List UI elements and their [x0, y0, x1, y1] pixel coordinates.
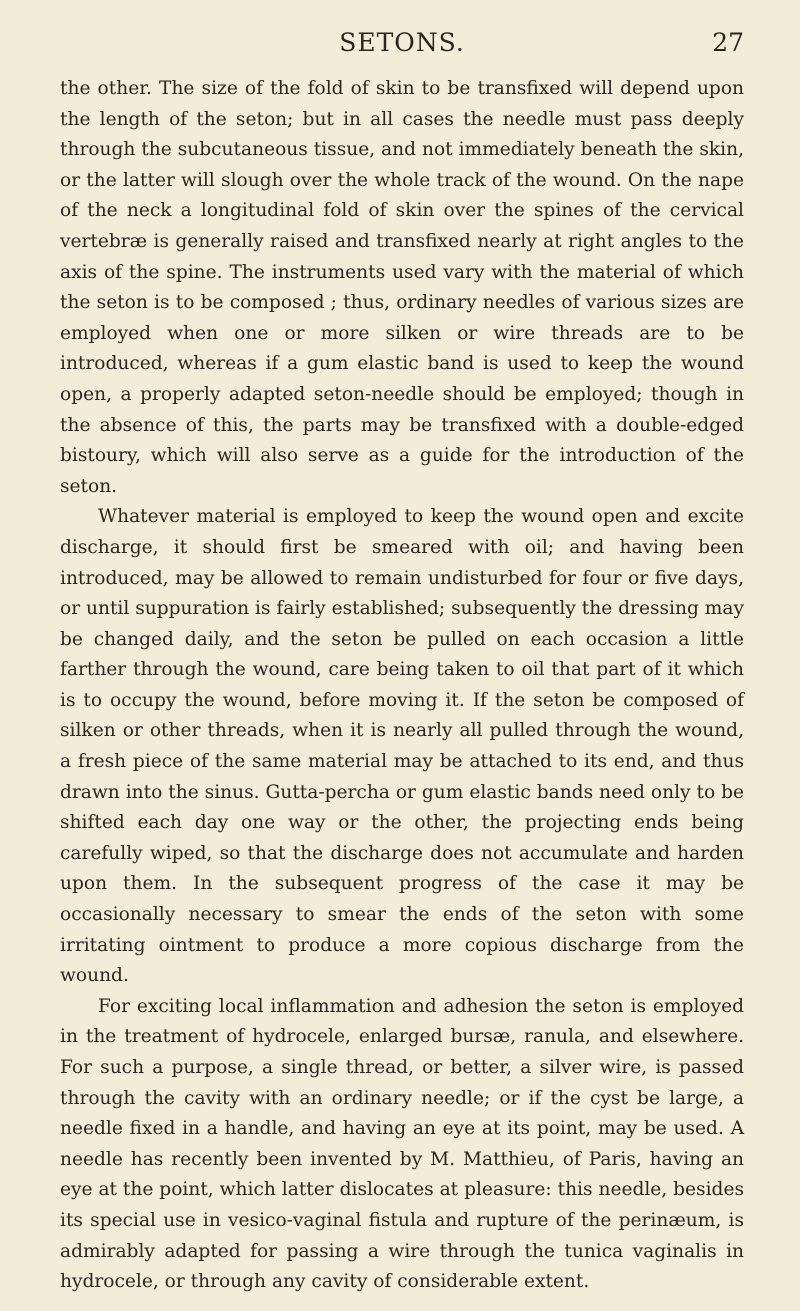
- paragraph-2: Whatever material is employed to keep the wound open and excite discharge, it should first be smeared with oil; and having been introduced, may be allowed to remain undisturbed for four or five days, or until suppuration is fairly established; subsequently the dressing may be changed daily, and the seton be pulled on each occasion a little farther through the wound, care being taken to oil that part of it which is to occupy the wound, before moving it. If the seton be composed of silken or other threads, when it is nearly all pulled through the wound, a fresh piece of the same material may be attached to its end, and thus drawn into the sinus. Gutta-percha or gum elastic bands need only to be shifted each day one way or the other, the projecting ends being carefully wiped, so that the discharge does not accumulate and harden upon them. In the subsequent progress of the case it may be occasionally necessary to smear the ends of the seton with some irritating ointment to produce a more copious discharge from the wound.: [60, 506, 744, 987]
- paragraph-1: the other. The size of the fold of skin to be transfixed will depend upon the length of the seton; but in all cases the needle must pass deeply through the subcutaneous tissue, and not immediately beneath the skin, or the latter will slough over the whole track of the wound. On the nape of the neck a longitudinal fold of skin over the spines of the cervical vertebræ is generally raised and transfixed nearly at right angles to the axis of the spine. The instruments used vary with the material of which the seton is to be composed ; thus, ordinary needles of various sizes are employed when one or more silken or wire threads are to be introduced, whereas if a gum elastic band is used to keep the wound open, a properly adapted seton-needle should be employed; though in the absence of this, the parts may be transfixed with a double-edged bistoury, which will also serve as a guide for the introduction of the seton.: [60, 78, 744, 497]
- running-title: SETONS.: [339, 28, 465, 57]
- running-head: [60, 28, 744, 68]
- page-number: 27: [712, 28, 744, 57]
- paragraph-3: For exciting local inflammation and adhesion the seton is employed in the treatment of hydrocele, enlarged bursæ, ranula, and elsewhere. For such a purpose, a single thread, or better, a silver wire, is passed through the cavity with an ordinary needle; or if the cyst be large, a needle fixed in a handle, and having an eye at its point, may be used. A needle has recently been invented by M. Matthieu, of Paris, having an eye at the point, which latter dislocates at pleasure: this needle, besides its special use in vesico-vaginal fistula and rupture of the perinæum, is admirably adapted for passing a wire through the tunica vaginalis in hydrocele, or through any cavity of considerable extent.: [60, 995, 744, 1293]
- body-text: [60, 74, 744, 1298]
